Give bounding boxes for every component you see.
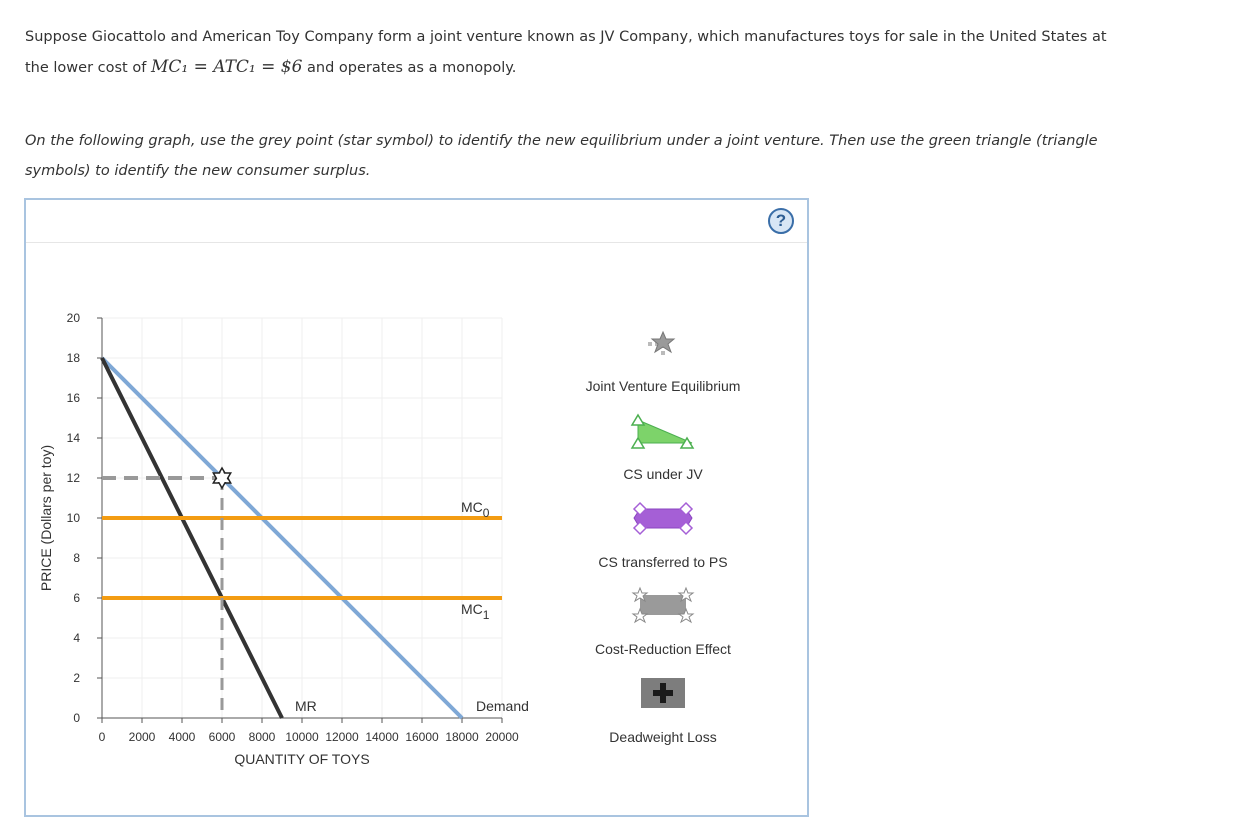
demand-label: Demand [476, 698, 529, 714]
y-tick-label: 4 [73, 631, 80, 645]
problem-line-2-post: and operates as a monopoly. [302, 60, 517, 76]
y-tick-label: 8 [73, 551, 80, 565]
x-axis-title: QUANTITY OF TOYS [234, 751, 370, 767]
y-tick-label: 18 [66, 351, 80, 365]
legend-label-cs-transferred: CS transferred to PS [598, 554, 728, 570]
legend-deadweight-loss-tool[interactable] [641, 678, 685, 708]
chart-labels [295, 499, 529, 714]
y-tick-label: 10 [66, 511, 80, 525]
legend-cs-jv-tool[interactable] [632, 415, 693, 448]
demand-curve [102, 358, 462, 718]
y-tick-label: 2 [73, 671, 80, 685]
x-tick-label: 16000 [405, 730, 439, 744]
y-tick-label: 20 [66, 311, 80, 325]
mc0-label: MC0 [461, 499, 490, 520]
x-tick-label: 4000 [168, 730, 196, 744]
legend-label-cs-jv: CS under JV [623, 466, 703, 482]
cost-formula: MC₁ = ATC₁ = $6 [150, 57, 303, 77]
x-tick-label: 20000 [485, 730, 519, 744]
triangle-handle-icon [632, 415, 644, 425]
grey-polygon-icon [640, 595, 686, 615]
legend-label-cost-reduction: Cost-Reduction Effect [595, 641, 731, 657]
instructions-line-2: symbols) to identify the new consumer surplus. [25, 163, 371, 179]
instructions-line-1: On the following graph, use the grey point (star symbol) to identify the new equilibrium under a joint venture. Then use the green triangle (triangle [25, 133, 1098, 149]
y-tick-label: 16 [66, 391, 80, 405]
green-triangle-icon [638, 420, 692, 443]
x-tick-label: 10000 [285, 730, 319, 744]
mr-curve [102, 358, 282, 718]
x-tick-label: 12000 [325, 730, 359, 744]
x-tick-label: 0 [98, 730, 106, 744]
x-tick-label: 6000 [208, 730, 236, 744]
legend-label-deadweight-loss: Deadweight Loss [609, 729, 717, 745]
mc1-label: MC1 [461, 601, 490, 622]
problem-line-2-pre: the lower cost of [25, 60, 151, 76]
legend-jv-equilibrium-tool[interactable] [648, 332, 674, 358]
y-tick-label: 12 [66, 471, 80, 485]
chart-axes [38, 311, 519, 767]
x-tick-label: 18000 [445, 730, 479, 744]
grey-star-icon [652, 332, 674, 352]
x-tick-label: 8000 [248, 730, 276, 744]
y-tick-label: 0 [73, 711, 80, 725]
help-icon[interactable]: ? [768, 208, 794, 234]
legend-label-jv-equilibrium: Joint Venture Equilibrium [585, 378, 741, 394]
y-tick-label: 6 [73, 591, 80, 605]
legend-cost-reduction-tool[interactable] [633, 588, 693, 622]
y-axis-title: PRICE (Dollars per toy) [38, 444, 54, 592]
equilibrium-group [102, 468, 231, 718]
x-tick-label: 2000 [128, 730, 156, 744]
legend-cs-transferred-tool[interactable] [634, 503, 692, 534]
x-tick-label: 14000 [365, 730, 399, 744]
problem-line-1: Suppose Giocattolo and American Toy Company form a joint venture known as JV Company, which manufactures toys for sale in the United States at [25, 29, 1107, 45]
y-tick-label: 14 [66, 431, 80, 445]
mr-label: MR [295, 698, 317, 714]
